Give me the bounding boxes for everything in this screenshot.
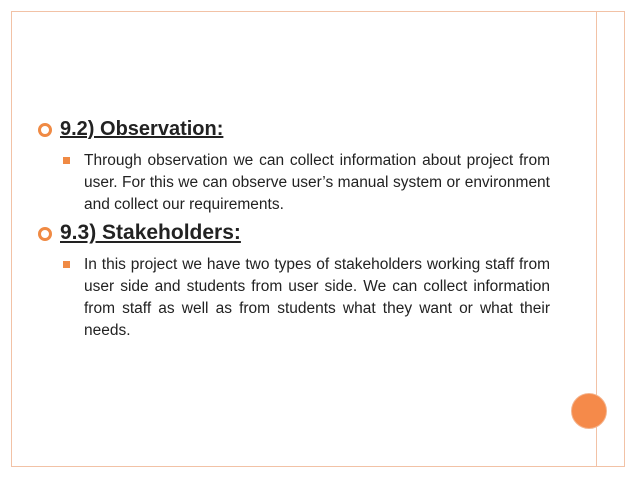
- ring-bullet-icon: [38, 123, 52, 137]
- square-bullet-icon: [63, 261, 70, 268]
- square-bullet-icon: [63, 157, 70, 164]
- ring-bullet-icon: [38, 227, 52, 241]
- bullet-observation: Through observation we can collect information about project from user. For this we can observe user’s manual system or environment and collect our requirements.: [38, 150, 550, 216]
- decorative-circle: [571, 393, 607, 429]
- section-heading-observation: 9.2) Observation:: [38, 116, 550, 142]
- section-heading-stakeholders: 9.3) Stakeholders:: [38, 220, 550, 246]
- slide-content: [38, 116, 550, 344]
- bullet-stakeholders: In this project we have two types of stakeholders working staff from user side and students from user side. We can collect information from staff as well as from students what they want or what their needs.: [38, 254, 550, 342]
